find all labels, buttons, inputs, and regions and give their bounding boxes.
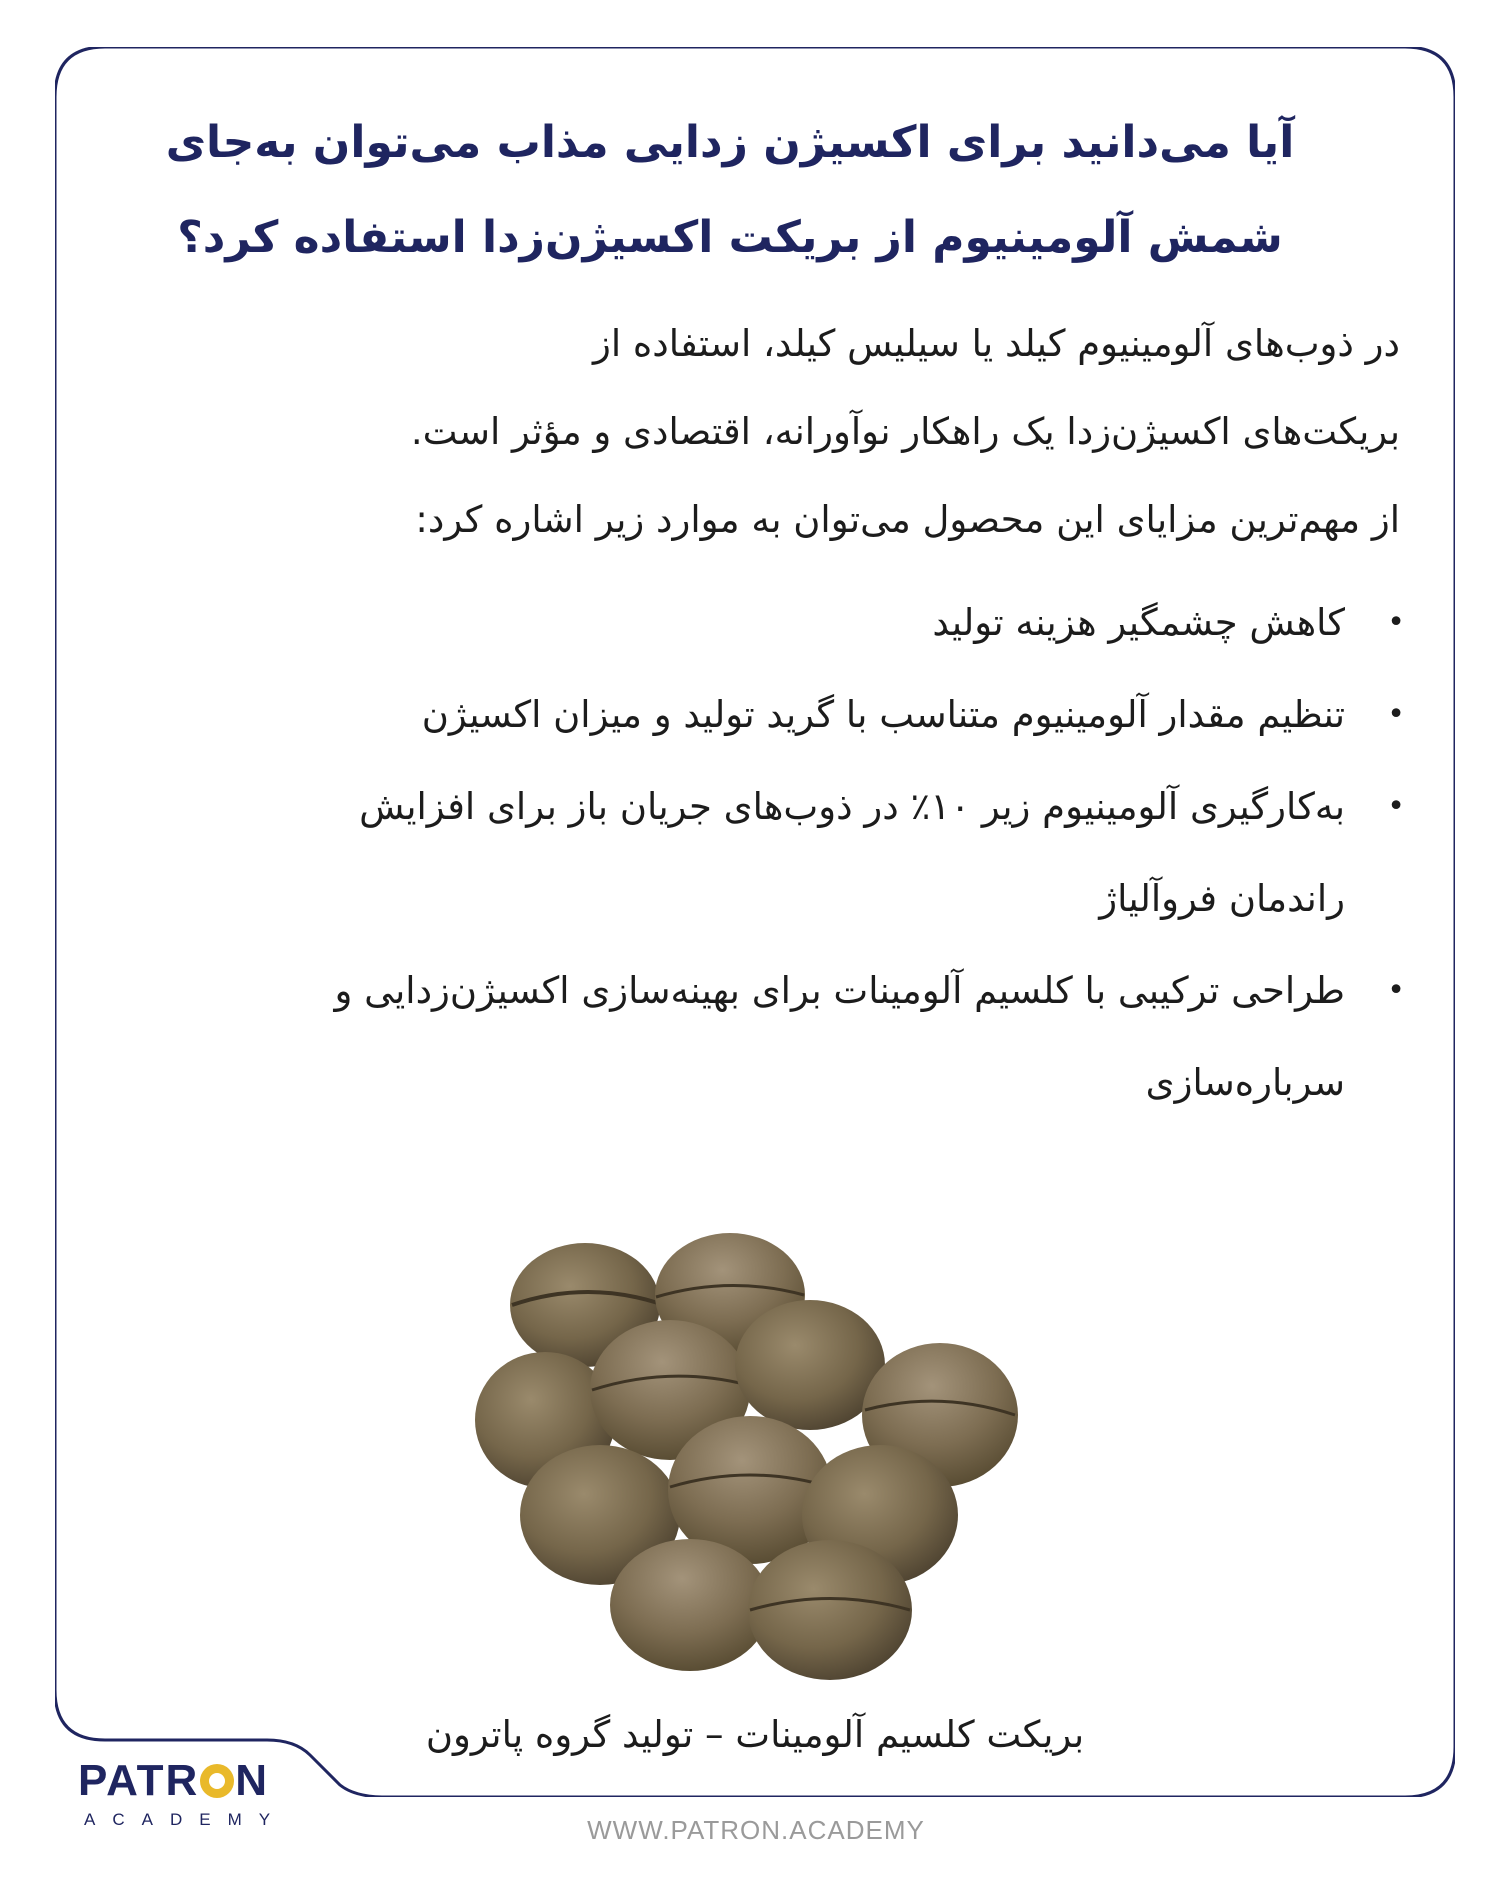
bullet-icon: •	[1387, 605, 1405, 640]
list-item-text: کاهش چشمگیر هزینه تولید	[932, 601, 1345, 644]
briquette-photo	[470, 1225, 1040, 1705]
title-line-1: آیا می‌دانید برای اکسیژن زدایی مذاب می‌توان به‌جای	[165, 117, 1295, 168]
intro-line-1: در ذوب‌های آلومینیوم کیلد یا سیلیس کیلد، استفاده از	[593, 322, 1400, 365]
page-title	[110, 95, 1350, 285]
image-caption: بریکت کلسیم آلومینات – تولید گروه پاترون	[425, 1713, 1085, 1756]
intro-paragraph	[135, 300, 1400, 564]
bullet-icon: •	[1387, 789, 1405, 824]
logo-o-icon	[200, 1764, 234, 1798]
logo-text-1: PATR	[78, 1756, 200, 1805]
title-line-2: شمش آلومینیوم از بریکت اکسیژن‌زدا استفاده کرد؟	[177, 212, 1283, 263]
logo-wordmark	[78, 1755, 269, 1807]
briquette-pile	[475, 1233, 1018, 1680]
logo-text-2: N	[235, 1756, 270, 1805]
list-item-text: طراحی ترکیبی با کلسیم آلومینات برای بهینه‌سازی اکسیژن‌زدایی و سرباره‌سازی	[334, 969, 1345, 1104]
list-item	[240, 669, 1405, 761]
bullet-icon: •	[1387, 973, 1405, 1008]
bullet-icon: •	[1387, 697, 1405, 732]
website-url: WWW.PATRON.ACADEMY	[587, 1815, 925, 1845]
intro-line-3: از مهم‌ترین مزایای این محصول می‌توان به موارد زیر اشاره کرد:	[415, 498, 1400, 541]
logo-subtitle: ACADEMY	[84, 1810, 288, 1829]
intro-line-2: بریکت‌های اکسیژن‌زدا یک راهکار نوآورانه، اقتصادی و مؤثر است.	[410, 410, 1400, 453]
list-item	[240, 577, 1405, 669]
list-item	[240, 761, 1405, 945]
benefits-list	[240, 577, 1405, 1129]
list-item-text: به‌کارگیری آلومینیوم زیر ۱۰٪ در ذوب‌های جریان باز برای افزایش راندمان فروآلیاژ	[359, 785, 1345, 920]
list-item-text: تنظیم مقدار آلومینیوم متناسب با گرید تولید و میزان اکسیژن	[421, 693, 1345, 736]
list-item	[240, 945, 1405, 1129]
